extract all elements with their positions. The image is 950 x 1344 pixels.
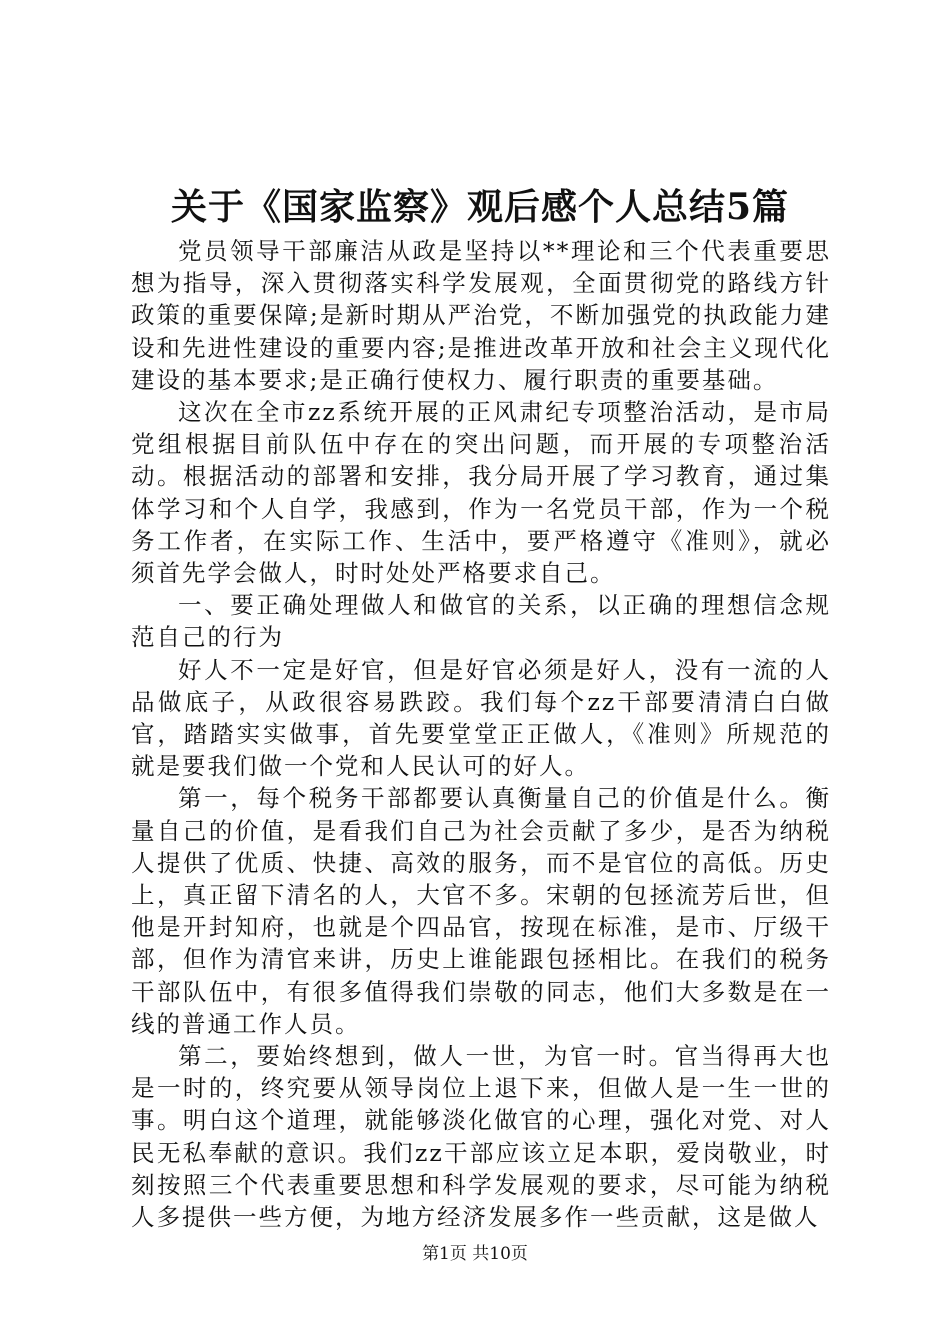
paragraph: 第一，每个税务干部都要认真衡量自己的价值是什么。衡量自己的价值，是看我们自己为社会贡献了多少，是否为纳税人提供了优质、快捷、高效的服务，而不是官位的高低。历史上，真正留下清名的人，大官不多。宋朝的包拯流芳后世，但他是开封知府，也就是个四品官，按现在标准，是市、厅级干部，但作为清官来讲，历史上谁能跟包拯相比。在我们的税务干部队伍中，有很多值得我们崇敬的同志，他们大多数是在一线的普通工作人员。 — [131, 784, 831, 1038]
document-body — [131, 235, 831, 1233]
paragraph: 第二，要始终想到，做人一世，为官一时。官当得再大也是一时的，终究要从领导岗位上退下来，但做人是一生一世的事。明白这个道理，就能够淡化做官的心理，强化对党、对人民无私奉献的意识。我们zz干部应该立足本职，爱岗敬业，时刻按照三个代表重要思想和科学发展观的要求，尽可能为纳税人多提供一些方便，为地方经济发展多作一些贡献，这是做人 — [131, 1042, 831, 1232]
paragraph: 这次在全市zz系统开展的正风肃纪专项整治活动，是市局党组根据目前队伍中存在的突出问题，而开展的专项整治活动。根据活动的部署和安排，我分局开展了学习教育，通过集体学习和个人自学，我感到，作为一名党员干部，作为一个税务工作者，在实际工作、生活中，要严格遵守《准则》，就必须首先学会做人，时时处处严格要求自己。 — [131, 398, 831, 588]
paragraph: 好人不一定是好官，但是好官必须是好人，没有一流的人品做底子，从政很容易跌跤。我们每个zz干部要清清白白做官，踏踏实实做事，首先要堂堂正正做人，《准则》所规范的就是要我们做一个党和人民认可的好人。 — [131, 655, 831, 781]
page-number-footer: 第1页 共10页 — [422, 1244, 528, 1264]
document-title: 关于《国家监察》观后感个人总结5篇 — [170, 186, 790, 228]
paragraph: 党员领导干部廉洁从政是坚持以**理论和三个代表重要思想为指导，深入贯彻落实科学发展观，全面贯彻党的路线方针政策的重要保障;是新时期从严治党，不断加强党的执政能力建设和先进性建设的重要内容;是推进改革开放和社会主义现代化建设的基本要求;是正确行使权力、履行职责的重要基础。 — [131, 237, 831, 394]
section-heading: 一、要正确处理做人和做官的关系，以正确的理想信念规范自己的行为 — [131, 591, 831, 652]
